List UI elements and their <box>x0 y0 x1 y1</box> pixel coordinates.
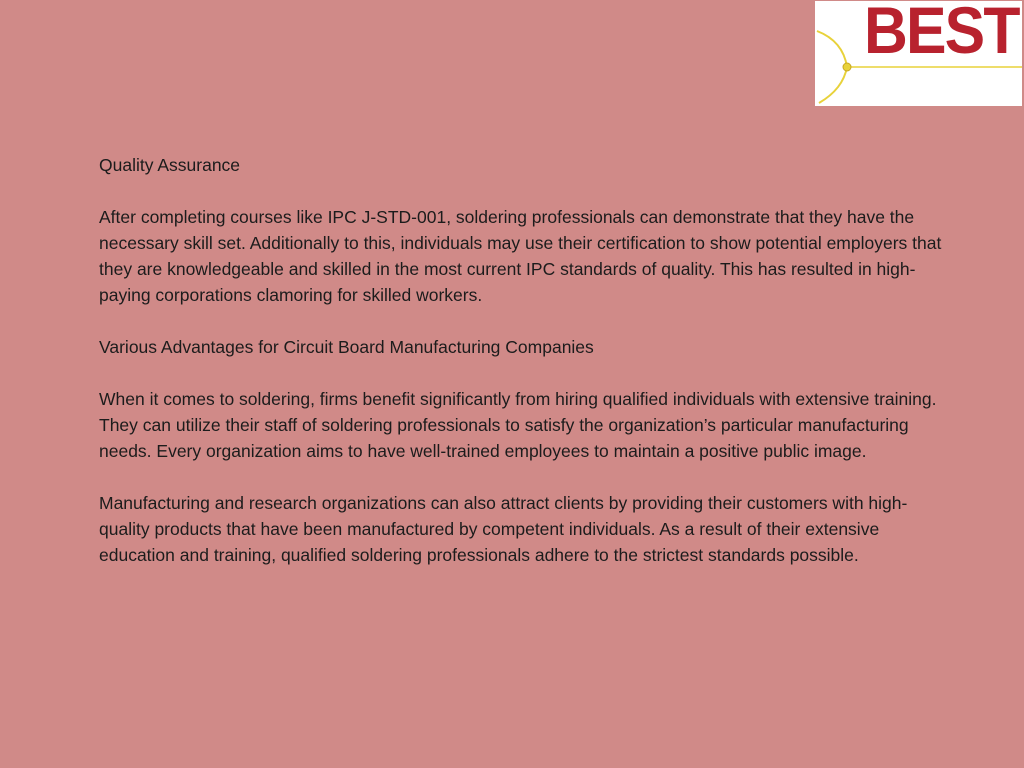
section-heading-quality-assurance: Quality Assurance <box>99 155 241 175</box>
paragraph-quality-assurance: After completing courses like IPC J-STD-001, soldering professionals can demonstrate that they have the necessary skill set. Additionally to this, individuals may use their certification to show potential employers that they are knowledgeable and skilled in the most current IPC standards of quality. This has resulted in high-paying corporations clamoring for skilled workers. <box>99 207 942 305</box>
section-heading-advantages: Various Advantages for Circuit Board Manufacturing Companies <box>99 337 594 357</box>
paragraph-advantages: When it comes to soldering, firms benefit significantly from hiring qualified individuals with extensive training. They can utilize their staff of soldering professionals to satisfy the organization’s particular manufacturing needs. Every organization aims to have well-trained employees to maintain a positive public image. <box>99 389 937 461</box>
logo-text: BEST <box>864 1 1019 67</box>
main-content <box>99 152 949 594</box>
paragraph-clients: Manufacturing and research organizations can also attract clients by providing their customers with high-quality products that have been manufactured by competent individuals. As a result of their extensive education and training, qualified soldering professionals adhere to the strictest standards possible. <box>99 493 908 565</box>
best-logo <box>815 1 1022 106</box>
